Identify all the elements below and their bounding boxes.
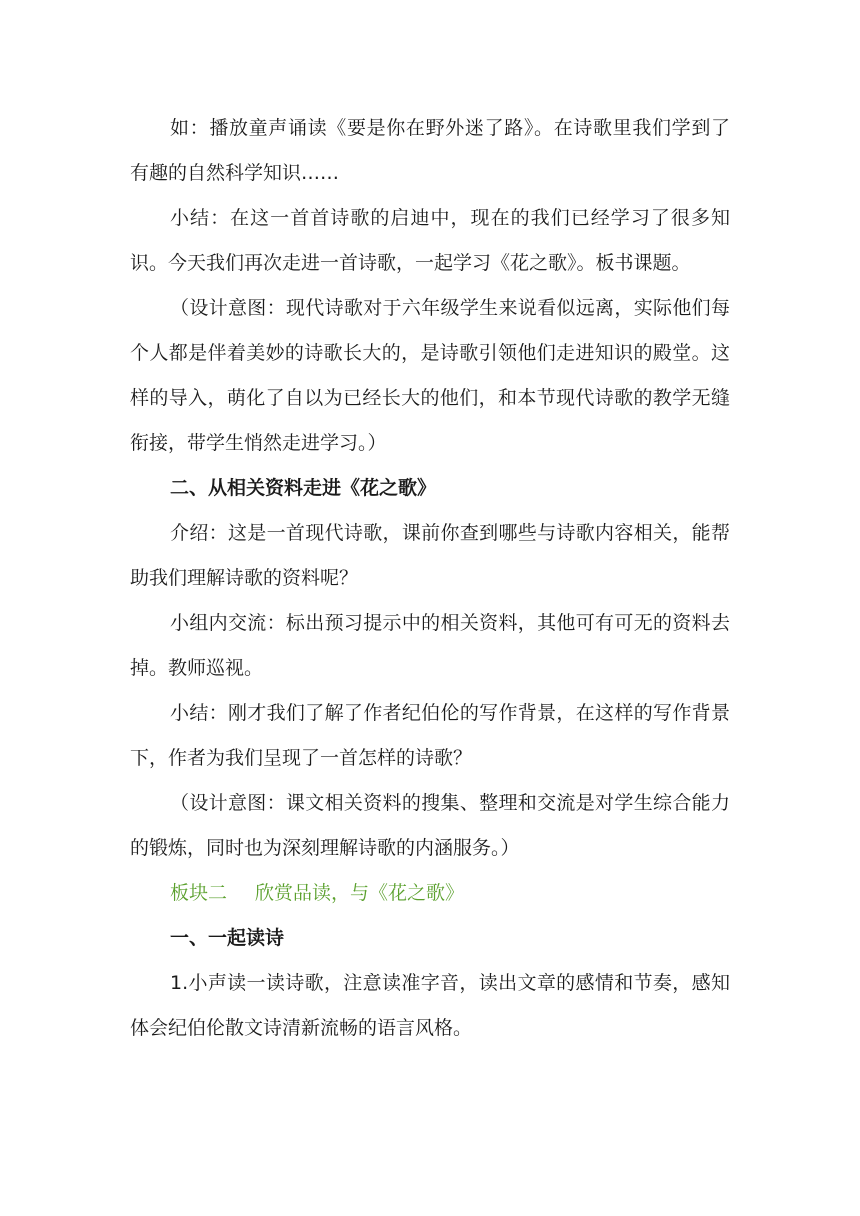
paragraph-example: 如：播放童声诵读《要是你在野外迷了路》。在诗歌里我们学到了有趣的自然科学知识…… — [130, 117, 730, 184]
paragraph-reading-task: 1.小声读一读诗歌，注意读准字音，读出文章的感情和节奏，感知体会纪伯伦散文诗清新流畅的语言风格。 — [130, 972, 730, 1039]
heading-read-poem: 一、一起读诗 — [170, 927, 285, 949]
document-page — [130, 106, 730, 1051]
heading-section-2: 二、从相关资料走进《花之歌》 — [170, 477, 437, 499]
block-heading-number: 板块二 — [170, 882, 228, 904]
paragraph-design-intent-2: （设计意图：课文相关资料的搜集、整理和交流是对学生综合能力的锻炼，同时也为深刻理解诗歌的内涵服务。） — [130, 792, 730, 859]
paragraph-introduction: 介绍：这是一首现代诗歌，课前你查到哪些与诗歌内容相关，能帮助我们理解诗歌的资料呢？ — [130, 522, 730, 589]
paragraph-design-intent-1: （设计意图：现代诗歌对于六年级学生来说看似远离，实际他们每个人都是伴着美妙的诗歌长大的，是诗歌引领他们走进知识的殿堂。这样的导入，萌化了自以为已经长大的他们，和本节现代诗歌的教学无缝衔接，带学生悄然走进学习。） — [130, 297, 730, 454]
paragraph-summary-1: 小结：在这一首首诗歌的启迪中，现在的我们已经学习了很多知识。今天我们再次走进一首诗歌，一起学习《花之歌》。板书课题。 — [130, 207, 730, 274]
paragraph-group-exchange: 小组内交流：标出预习提示中的相关资料，其他可有可无的资料去掉。教师巡视。 — [130, 612, 730, 679]
block-heading — [130, 871, 730, 916]
block-heading-title: 欣赏品读，与《花之歌》 — [255, 882, 465, 904]
paragraph-summary-2: 小结：刚才我们了解了作者纪伯伦的写作背景，在这样的写作背景下，作者为我们呈现了一首怎样的诗歌？ — [130, 702, 730, 769]
